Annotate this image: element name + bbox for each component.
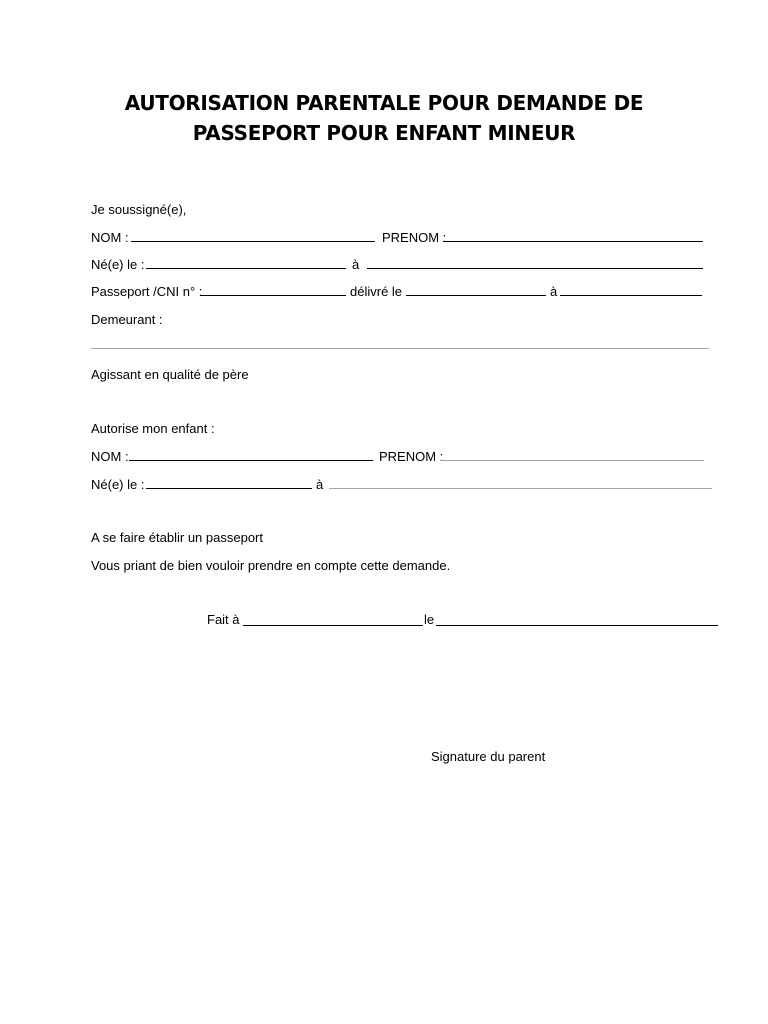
child-nom-label: NOM : <box>91 449 129 464</box>
parent-prenom-label: PRENOM : <box>382 230 447 245</box>
parent-issued-date-field[interactable] <box>406 295 546 296</box>
child-nom-field[interactable] <box>129 460 373 461</box>
parent-birthdate-field[interactable] <box>146 268 346 269</box>
parent-issued-place-field[interactable] <box>560 295 702 296</box>
child-birthdate-label: Né(e) le : <box>91 477 145 492</box>
title-line-2: PASSEPORT POUR ENFANT MINEUR <box>192 121 576 145</box>
child-birthplace-field[interactable] <box>329 488 712 489</box>
parent-issued-place-label: à <box>550 284 558 299</box>
title-line-1: AUTORISATION PARENTALE POUR DEMANDE DE <box>124 91 644 115</box>
parent-nom-field[interactable] <box>131 241 375 242</box>
made-at-label: Fait à <box>207 612 240 627</box>
date-field[interactable] <box>436 625 718 626</box>
child-intro: Autorise mon enfant : <box>91 421 215 436</box>
parent-birthplace-label: à <box>352 257 360 272</box>
parent-role: Agissant en qualité de père <box>91 367 249 382</box>
signature-label: Signature du parent <box>431 749 546 764</box>
child-prenom-label: PRENOM : <box>379 449 444 464</box>
child-birthdate-field[interactable] <box>146 488 312 489</box>
parent-passport-label: Passeport /CNI n° : <box>91 284 203 299</box>
parent-birthdate-label: Né(e) le : <box>91 257 145 272</box>
parent-passport-field[interactable] <box>200 295 346 296</box>
parent-intro: Je soussigné(e), <box>91 202 187 217</box>
made-at-field[interactable] <box>243 625 423 626</box>
closing-request-text: Vous priant de bien vouloir prendre en compte cette demande. <box>91 558 451 573</box>
parent-address-field[interactable] <box>91 348 709 349</box>
parent-issued-label: délivré le <box>350 284 403 299</box>
document-title <box>0 88 768 148</box>
date-label: le <box>424 612 435 627</box>
child-birthplace-label: à <box>316 477 324 492</box>
parent-prenom-field[interactable] <box>443 241 703 242</box>
passport-request-text: A se faire établir un passeport <box>91 530 263 545</box>
parent-nom-label: NOM : <box>91 230 129 245</box>
parent-birthplace-field[interactable] <box>367 268 703 269</box>
child-prenom-field[interactable] <box>440 460 704 461</box>
parent-address-label: Demeurant : <box>91 312 163 327</box>
